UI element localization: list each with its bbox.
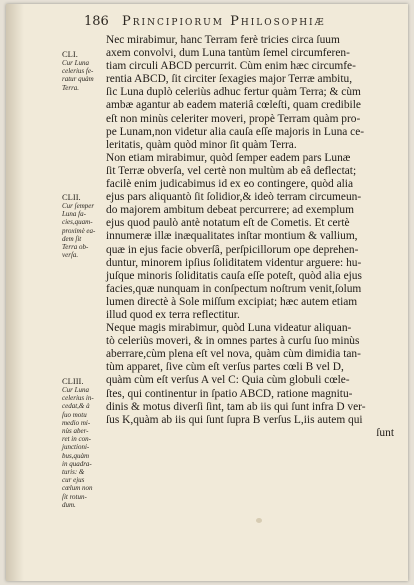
margin-note-line: cur ejus	[62, 476, 85, 485]
margin-note-line: cies,quam-	[62, 218, 93, 227]
margin-note-line: Cur Luna	[62, 386, 90, 394]
margin-note-line: Luna fa-	[62, 210, 86, 219]
margin-note-line: cedat,& à	[62, 402, 90, 411]
margin-note-line: ſuo motu	[62, 410, 87, 419]
margin-note-line: medio mi-	[62, 418, 91, 427]
text-line: ſit Terræ obverſa, vel certè non multùm ab eâ deflectat;	[106, 164, 357, 177]
text-line: ſus K,quàm ab iis qui ſunt ſupra B verſus L,iis autem qui	[106, 413, 363, 426]
text-line: dinis & motus diverſi ſint, tam ab iis qui ſunt infra D ver-	[106, 400, 366, 413]
text-line: innumeræ illæ inæqualitates inſtar montium & vallium,	[106, 230, 358, 243]
page-number: 186	[84, 14, 109, 29]
margin-note-line: junctioni-	[62, 443, 90, 452]
margin-note-line: in quadra-	[62, 459, 92, 468]
margin-note-line: nùs aber-	[62, 427, 89, 436]
text-line: ſic Luna duplò celeriùs adhuc fertur quàm Terra; & cùm	[106, 86, 361, 99]
text-line: Nec mirabimur, hanc Terram ferè tricies circa ſuum	[106, 34, 340, 46]
text-line: eſt non minùs celeriter moveri, propè Terram quàm pro-	[106, 112, 361, 125]
text-line: axem convolvi, dum Luna tantùm ſemel circumferen-	[106, 47, 350, 60]
margin-note-line: Terra ob-	[62, 243, 89, 252]
text-line: facilè enim judicabimus id ex eo contingere, quòd alia	[106, 178, 354, 191]
text-line: quàm cùm eſt verſus A vel C: Quia cùm globuli cœle-	[106, 374, 350, 387]
text-line: illud quod ex terra reflectitur.	[106, 308, 240, 321]
text-line: lumen directè à Sole miſſum excipiat; hæc autem etiam	[106, 295, 358, 308]
page-gutter-shadow	[6, 4, 24, 581]
margin-note-line: Terra.	[62, 83, 80, 92]
catchword: ſunt	[376, 426, 394, 439]
margin-note-line: Cur ſemper	[62, 202, 95, 210]
paper-stain	[256, 518, 262, 523]
text-line: tò celeriùs moveri, & in omnes partes à curſu ſuo minùs	[106, 335, 360, 348]
text-line: Neque magis mirabimur, quòd Luna videatur aliquan-	[106, 322, 352, 335]
margin-note-line: ret in con-	[62, 435, 91, 444]
text-line: tiam circuli ABCD percurrit. Cùm enim hæc circumfe-	[106, 60, 356, 73]
text-line: do majorem ambitum debeat percurrere; ad exemplum	[106, 204, 354, 217]
running-title: Principiorum Philosophiæ	[122, 14, 326, 29]
margin-note-line: dem ſit	[62, 234, 82, 243]
text-line: ejus quod paulò antè notatum eſt de Cometis. Et certè	[106, 217, 350, 230]
margin-note-line: celerius in-	[62, 394, 94, 403]
margin-note-number: CLI.	[62, 49, 78, 59]
text-line: quæ in ejus facie obverſâ, perſpicillorum ope deprehen-	[106, 243, 359, 256]
text-line: pe Lunam,non videtur alia cauſa eſſe majoris in Luna ce-	[106, 125, 365, 138]
text-line: tùm apparet, ſive cùm eſt verſus partes cœli B vel D,	[106, 361, 344, 374]
book-page	[6, 4, 408, 581]
margin-note-number: CLII.	[62, 192, 81, 202]
margin-note-line: ſit rotun-	[62, 492, 87, 501]
text-line: facies,quæ nunquam in conſpectum noſtrum venit,ſolum	[106, 282, 362, 295]
text-line: Non etiam mirabimur, quòd ſemper eadem pars Lunæ	[106, 151, 351, 164]
margin-note-line: dum.	[62, 500, 76, 509]
margin-note-line: verſa.	[62, 251, 79, 260]
text-line: ejus pars aliquantò ſit ſolidior,& ideò terram circumeun-	[106, 191, 362, 204]
paragraph-cliii	[94, 322, 394, 440]
margin-note-line: turis: &	[62, 468, 85, 477]
page-header	[84, 14, 384, 30]
text-line: ſtes, qui continentur in ſpatio ABCD, ratione magnitu-	[106, 387, 353, 400]
margin-note-line: celerius fe-	[62, 67, 94, 76]
margin-note-line: ratur quàm	[62, 75, 94, 84]
text-line: rentia ABCD, ſit circiter ſexagies major Terræ ambitu,	[106, 73, 353, 86]
paragraph-clii	[94, 152, 394, 322]
paragraph-cli	[94, 34, 394, 152]
margin-note-number: CLIII.	[62, 376, 84, 386]
text-line: duntur, minorem ipſius ſoliditatem videntur arguere: hu-	[106, 256, 362, 269]
text-line: ambæ agantur ab eadem materiâ cœleſti, quam credibile	[106, 99, 361, 112]
margin-note-line: Cur Luna	[62, 59, 90, 67]
margin-note-line: proximè ea-	[62, 226, 96, 235]
margin-note-line: cœlum non	[62, 484, 93, 493]
body-text	[94, 34, 394, 440]
text-line: juſque minoris ſoliditatis cauſa eſſe poteſt, quòd alia ejus	[106, 269, 362, 282]
text-line: leritatis, quàm quòd minor ſit quàm Terra.	[106, 138, 297, 151]
margin-note-line: bus,quàm	[62, 451, 90, 460]
text-line: aberrare,cùm plena eſt vel nova, quàm cùm dimidia tan-	[106, 348, 361, 361]
